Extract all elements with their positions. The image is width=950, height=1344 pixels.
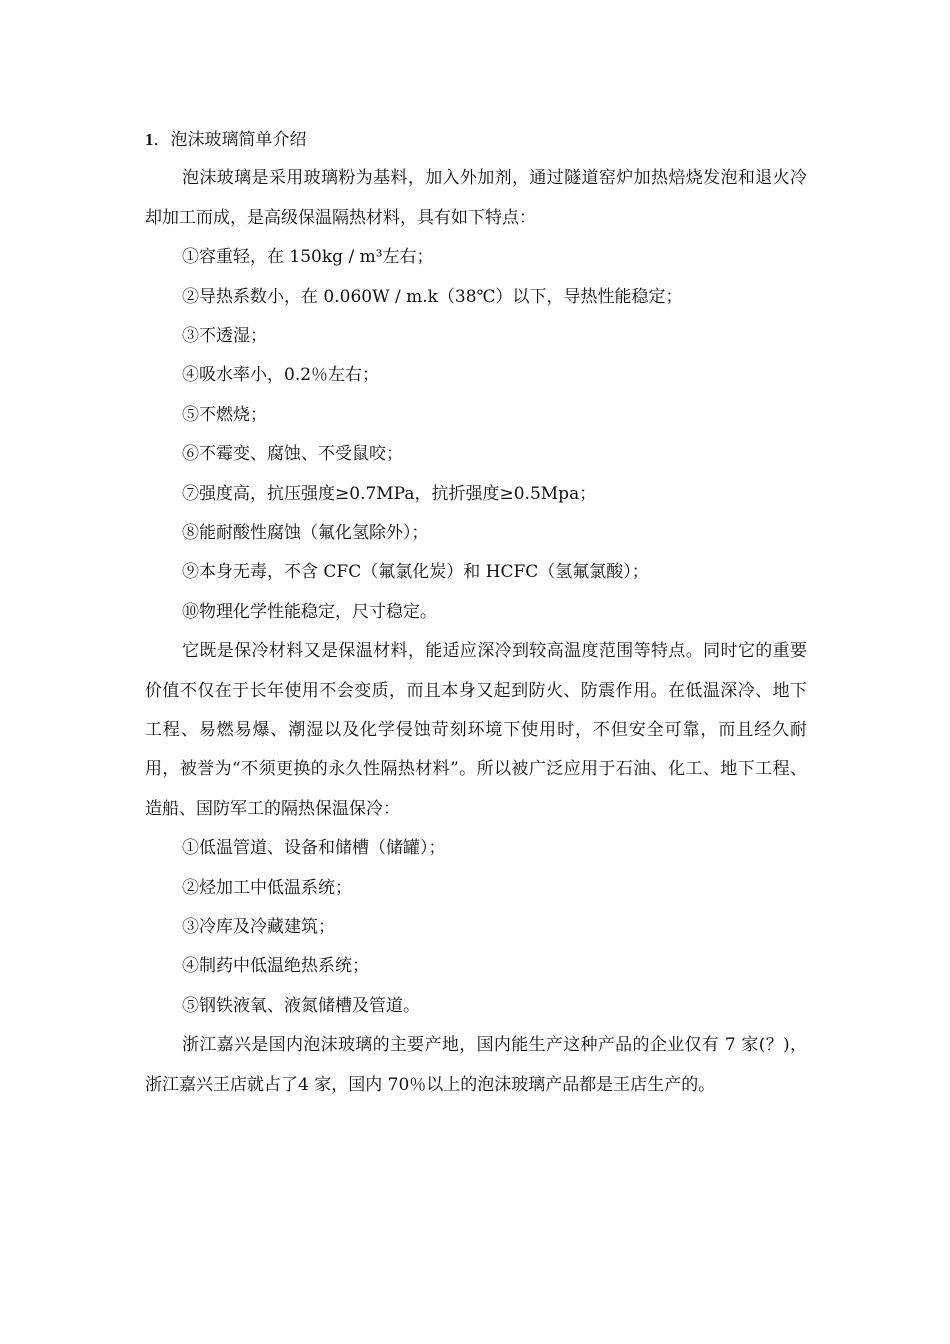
- feature-item: ⑧能耐酸性腐蚀（氟化氢除外）；: [182, 522, 429, 543]
- feature-item: ③不透湿；: [182, 325, 267, 346]
- section-title: 泡沫玻璃简单介绍: [170, 130, 307, 150]
- feature-item: ⑦强度高，抗压强度≥0.7MPa，抗折强度≥0.5Mpa；: [182, 483, 597, 504]
- section-heading: [145, 120, 807, 159]
- application-item: ④制药中低温绝热系统；: [182, 956, 369, 977]
- section-number-dot: ．: [153, 130, 171, 150]
- feature-item: ①容重轻，在 150kg / m³左右；: [182, 247, 434, 268]
- feature-item: ⑤不燃烧；: [182, 404, 267, 425]
- feature-item: ④吸水率小，0.2％左右；: [182, 365, 380, 386]
- application-item: ③冷库及冷藏建筑；: [182, 916, 335, 937]
- application-item: ②烃加工中低温系统；: [182, 877, 352, 898]
- application-item: ⑤钢铁液氧、液氮储槽及管道。: [182, 995, 420, 1016]
- feature-list: [145, 238, 807, 632]
- usage-paragraph: 它既是保冷材料又是保温材料，能适应深冷到较高温度范围等特点。同时它的重要价值不仅在于长年使用不会变质，而且本身又起到防火、防震作用。在低温深冷、地下工程、易燃易爆、潮湿以及化学侵蚀苛刻环境下使用时，不但安全可靠，而且经久耐用，被誉为“不须更换的永久性隔热材料”。所以被广泛应用于石油、化工、地下工程、造船、国防军工的隔热保温保冷：: [145, 641, 807, 819]
- section-number: 1: [145, 130, 154, 149]
- feature-item: ②导热系数小，在 0.060W / m.k（38℃）以下，导热性能稳定；: [182, 286, 683, 307]
- intro-paragraph: 泡沫玻璃是采用玻璃粉为基料，加入外加剂，通过隧道窑炉加热焙烧发泡和退火冷却加工而成，是高级保温隔热材料，具有如下特点：: [145, 168, 807, 228]
- feature-item: ⑨本身无毒，不含 CFC（氟氯化炭）和 HCFC（氢氟氯酸）；: [182, 562, 649, 583]
- document-body: [145, 120, 807, 1105]
- closing-paragraph: 浙江嘉兴是国内泡沫玻璃的主要产地，国内能生产这种产品的企业仅有 7 家(？)，浙江嘉兴王店就占了4 家，国内 70％以上的泡沫玻璃产品都是王店生产的。: [145, 1035, 807, 1095]
- application-list: [145, 829, 807, 1026]
- feature-item: ⑥不霉变、腐蚀、不受鼠咬；: [182, 444, 403, 465]
- application-item: ①低温管道、设备和储槽（储罐）；: [182, 838, 446, 859]
- feature-item: ⑩物理化学性能稳定，尺寸稳定。: [182, 601, 437, 622]
